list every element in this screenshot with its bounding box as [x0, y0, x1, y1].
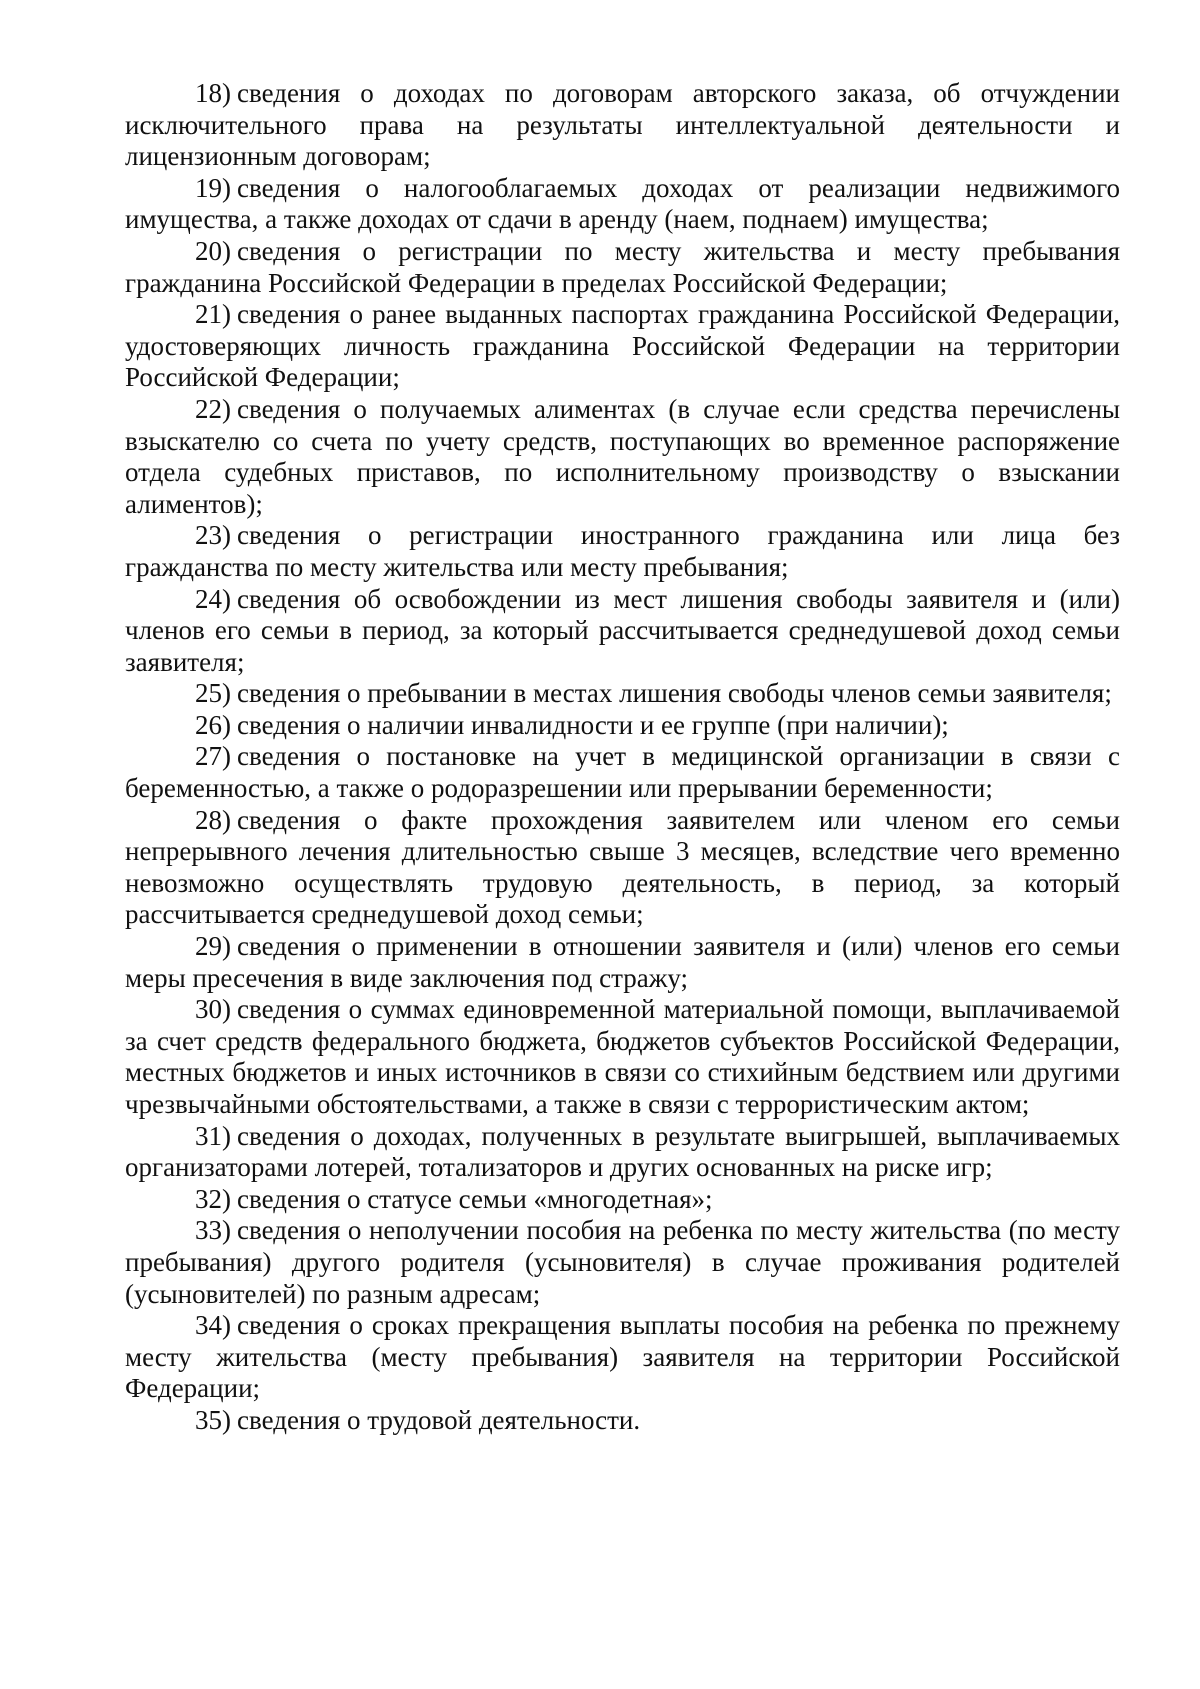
item-number: 25): [195, 678, 231, 709]
list-item-20: [125, 236, 1120, 299]
item-number: 22): [195, 393, 231, 424]
item-text: сведения о ранее выданных паспортах гражданина Российской Федерации, удостоверяющих личность гражданина Российской Федерации на территории Российской Федерации;: [125, 299, 1120, 393]
list-item-25: [125, 678, 1120, 710]
item-number: 20): [195, 235, 231, 266]
item-number: 27): [195, 741, 231, 772]
list-item-23: [125, 520, 1120, 583]
list-item-28: [125, 805, 1120, 931]
item-number: 28): [195, 804, 231, 835]
list-item-32: [125, 1184, 1120, 1216]
item-text: сведения о пребывании в местах лишения свободы членов семьи заявителя;: [237, 678, 1112, 709]
document-page: [125, 78, 1120, 1437]
list-item-30: [125, 994, 1120, 1120]
list-item-29: [125, 931, 1120, 994]
item-number: 31): [195, 1120, 231, 1151]
item-text: сведения о регистрации иностранного гражданина или лица без гражданства по месту жительства или месту пребывания;: [125, 520, 1120, 582]
item-number: 33): [195, 1215, 231, 1246]
item-number: 21): [195, 299, 231, 330]
item-text: сведения о факте прохождения заявителем или членом его семьи непрерывного лечения длительностью свыше 3 месяцев, вследствие чего временно невозможно осуществлять трудовую деятельность, в период, за который рассчитывается среднедушевой доход семьи;: [125, 804, 1120, 930]
item-text: сведения о постановке на учет в медицинской организации в связи с беременностью, а также о родоразрешении или прерывании беременности;: [125, 741, 1120, 804]
list-item-18: [125, 78, 1120, 173]
list-item-34: [125, 1310, 1120, 1405]
item-number: 32): [195, 1183, 231, 1214]
item-text: сведения о регистрации по месту жительства и месту пребывания гражданина Российской Федерации в пределах Российской Федерации;: [125, 235, 1120, 298]
item-text: сведения о доходах по договорам авторского заказа, об отчуждении исключительного права на результаты интеллектуальной деятельности и лицензионным договорам;: [125, 78, 1120, 172]
list-item-19: [125, 173, 1120, 236]
item-number: 24): [195, 583, 231, 614]
item-text: сведения о трудовой деятельности.: [237, 1404, 641, 1435]
item-text: сведения о неполучении пособия на ребенка по месту жительства (по месту пребывания) другого родителя (усыновителя) в случае проживания родителей (усыновителей) по разным адресам;: [125, 1215, 1120, 1309]
item-text: сведения об освобождении из мест лишения свободы заявителя и (или) членов его семьи в период, за который рассчитывается среднедушевой доход семьи заявителя;: [125, 583, 1120, 677]
list-item-21: [125, 299, 1120, 394]
item-number: 30): [195, 994, 231, 1025]
item-text: сведения о получаемых алиментах (в случае если средства перечислены взыскателю со счета по учету средств, поступающих во временное распоряжение отдела судебных приставов, по исполнительному производству о взыскании алиментов);: [125, 393, 1120, 519]
item-text: сведения о налогооблагаемых доходах от реализации недвижимого имущества, а также доходах от сдачи в аренду (наем, поднаем) имущества;: [125, 172, 1120, 235]
list-item-24: [125, 584, 1120, 679]
item-number: 34): [195, 1310, 231, 1341]
item-text: сведения о сроках прекращения выплаты пособия на ребенка по прежнему месту жительства (месту пребывания) заявителя на территории Российской Федерации;: [125, 1310, 1120, 1404]
item-number: 18): [195, 78, 231, 108]
item-text: сведения о применении в отношении заявителя и (или) членов его семьи меры пресечения в виде заключения под стражу;: [125, 931, 1120, 993]
list-item-33: [125, 1215, 1120, 1310]
list-item-35: [125, 1405, 1120, 1437]
item-number: 35): [195, 1404, 231, 1435]
list-item-26: [125, 710, 1120, 742]
item-number: 26): [195, 709, 231, 740]
item-number: 29): [195, 931, 231, 962]
item-text: сведения о суммах единовременной материальной помощи, выплачиваемой за счет средств федерального бюджета, бюджетов субъектов Российской Федерации, местных бюджетов и иных источников в связи со стихийным бедствием или другими чрезвычайными обстоятельствами, а также в связи с террористическим актом;: [125, 994, 1120, 1119]
list-item-27: [125, 741, 1120, 804]
item-text: сведения о наличии инвалидности и ее группе (при наличии);: [237, 709, 949, 740]
item-number: 23): [195, 520, 231, 551]
item-text: сведения о статусе семьи «многодетная»;: [237, 1183, 713, 1214]
list-item-31: [125, 1121, 1120, 1184]
list-item-22: [125, 394, 1120, 520]
item-number: 19): [195, 172, 231, 203]
item-text: сведения о доходах, полученных в результате выигрышей, выплачиваемых организаторами лотерей, тотализаторов и других основанных на риске игр;: [125, 1120, 1120, 1183]
